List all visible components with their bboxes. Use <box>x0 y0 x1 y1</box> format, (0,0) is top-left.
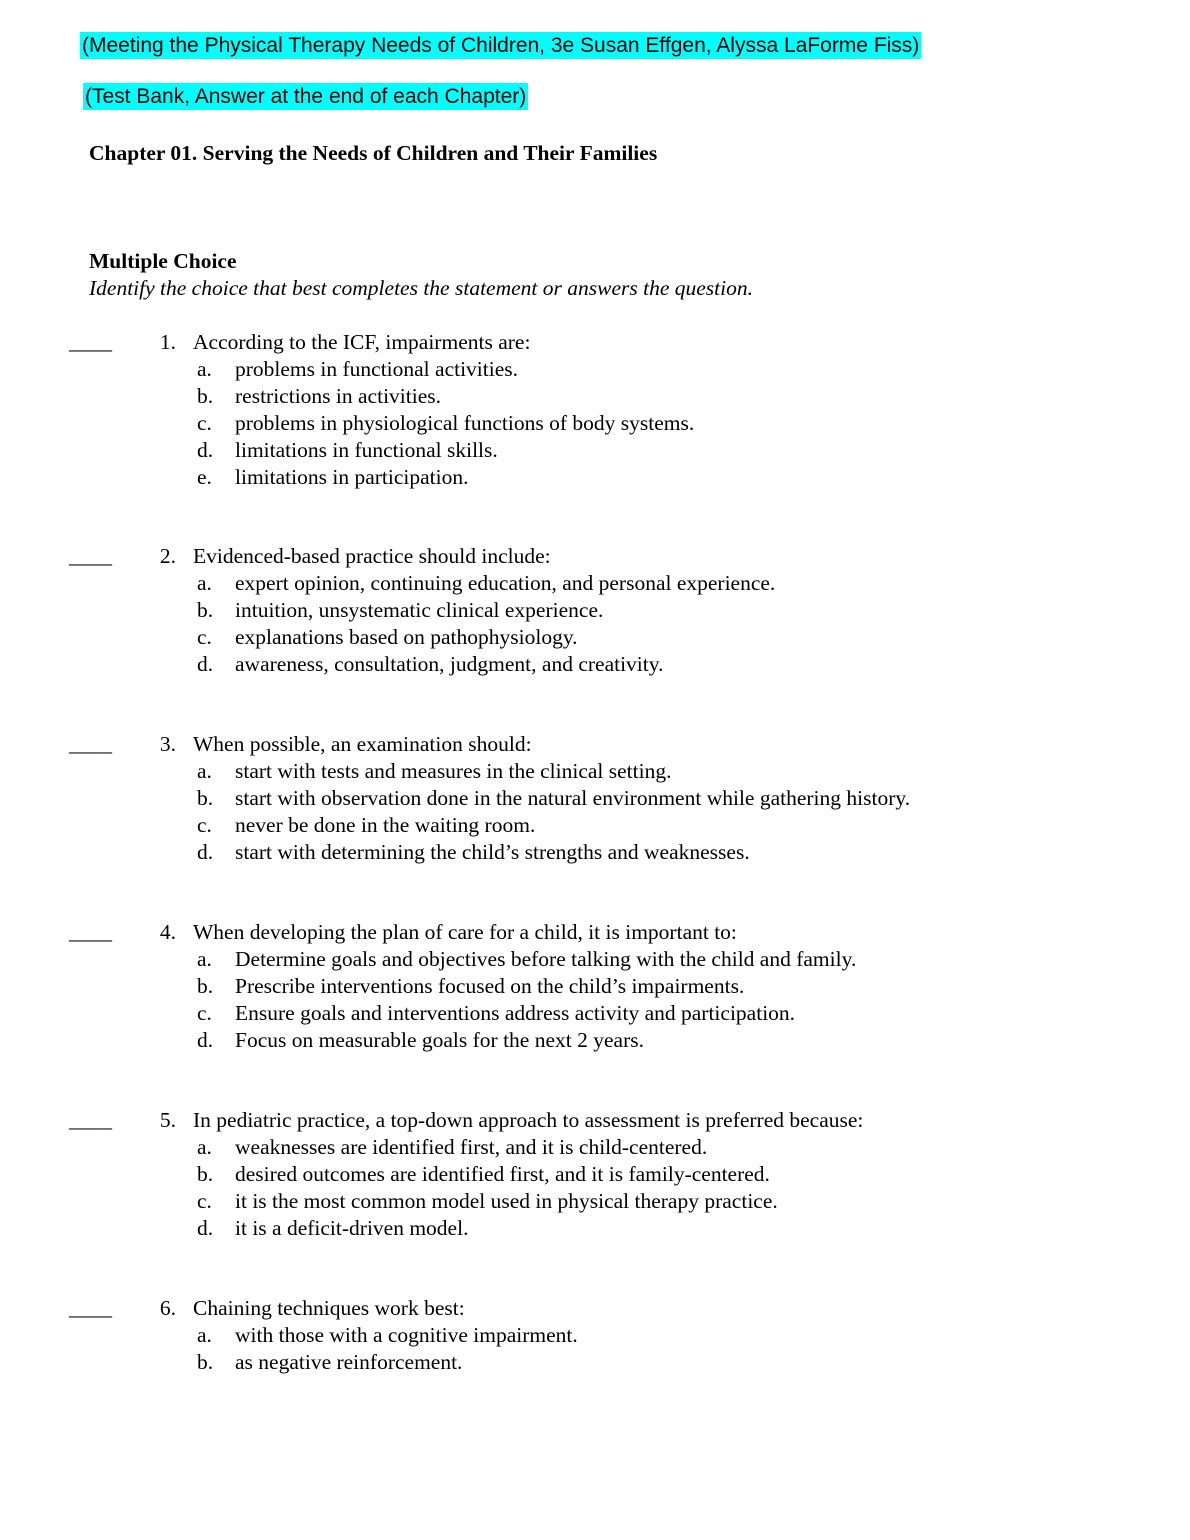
option-letter: b. <box>197 974 214 998</box>
question-stem-row <box>0 1295 1190 1322</box>
chapter-title: Chapter 01. Serving the Needs of Children and Their Families <box>89 141 658 165</box>
option-text: expert opinion, continuing education, and personal experience. <box>235 571 776 595</box>
option-row <box>0 1134 1190 1161</box>
question-stem-row <box>0 919 1190 946</box>
question-1 <box>0 329 1190 491</box>
option-letter: d. <box>197 1028 214 1052</box>
option-letter: e. <box>197 465 212 489</box>
option-text: intuition, unsystematic clinical experience. <box>235 598 604 622</box>
option-text: explanations based on pathophysiology. <box>235 625 578 649</box>
option-text: with those with a cognitive impairment. <box>235 1323 578 1347</box>
question-stem-row <box>0 329 1190 356</box>
option-row <box>0 624 1190 651</box>
option-text: start with tests and measures in the clinical setting. <box>235 759 672 783</box>
question-stem-row <box>0 731 1190 758</box>
answer-blank: ____ <box>69 1108 112 1132</box>
option-text: Prescribe interventions focused on the child’s impairments. <box>235 974 745 998</box>
option-text: awareness, consultation, judgment, and creativity. <box>235 652 664 676</box>
option-text: desired outcomes are identified first, and it is family-centered. <box>235 1162 770 1186</box>
answer-blank: ____ <box>69 732 112 756</box>
answer-blank: ____ <box>69 1296 112 1320</box>
option-text: restrictions in activities. <box>235 384 441 408</box>
option-text: Determine goals and objectives before talking with the child and family. <box>235 947 857 971</box>
answer-blank: ____ <box>69 330 112 354</box>
option-row <box>0 946 1190 973</box>
option-letter: a. <box>197 1323 212 1347</box>
option-row <box>0 1161 1190 1188</box>
option-row <box>0 383 1190 410</box>
question-stem: Evidenced-based practice should include: <box>193 544 551 568</box>
option-text: limitations in participation. <box>235 465 469 489</box>
option-letter: b. <box>197 598 214 622</box>
section-heading: Multiple Choice <box>89 249 237 273</box>
option-text: problems in functional activities. <box>235 357 519 381</box>
option-letter: d. <box>197 652 214 676</box>
option-row <box>0 437 1190 464</box>
option-row <box>0 597 1190 624</box>
option-text: weaknesses are identified first, and it is child-centered. <box>235 1135 708 1159</box>
section-instructions: Identify the choice that best completes the statement or answers the question. <box>89 276 753 300</box>
option-text: it is the most common model used in physical therapy practice. <box>235 1189 778 1213</box>
question-stem: In pediatric practice, a top-down approach to assessment is preferred because: <box>193 1108 864 1132</box>
option-row <box>0 570 1190 597</box>
question-number: 3. <box>159 732 176 756</box>
option-row <box>0 1188 1190 1215</box>
option-text: start with determining the child’s strengths and weaknesses. <box>235 840 750 864</box>
option-letter: b. <box>197 786 214 810</box>
option-text: problems in physiological functions of body systems. <box>235 411 695 435</box>
answer-blank: ____ <box>69 920 112 944</box>
option-row <box>0 1215 1190 1242</box>
question-5 <box>0 1107 1190 1242</box>
option-row <box>0 410 1190 437</box>
option-text: Focus on measurable goals for the next 2 years. <box>235 1028 644 1052</box>
option-row <box>0 839 1190 866</box>
option-row <box>0 464 1190 491</box>
question-stem-row <box>0 1107 1190 1134</box>
question-stem: According to the ICF, impairments are: <box>193 330 531 354</box>
test-bank-note-highlight: (Test Bank, Answer at the end of each Chapter) <box>85 85 527 108</box>
answer-blank: ____ <box>69 544 112 568</box>
question-2 <box>0 543 1190 678</box>
option-letter: b. <box>197 1350 214 1374</box>
option-letter: d. <box>197 438 214 462</box>
option-row <box>0 1322 1190 1349</box>
option-row <box>0 785 1190 812</box>
question-stem: When developing the plan of care for a child, it is important to: <box>193 920 737 944</box>
option-letter: b. <box>197 1162 214 1186</box>
question-number: 1. <box>159 330 176 354</box>
option-letter: a. <box>197 357 212 381</box>
option-text: never be done in the waiting room. <box>235 813 536 837</box>
question-4 <box>0 919 1190 1054</box>
option-text: Ensure goals and interventions address activity and participation. <box>235 1001 796 1025</box>
option-letter: c. <box>197 1189 212 1213</box>
option-row <box>0 758 1190 785</box>
question-6 <box>0 1295 1190 1376</box>
option-text: it is a deficit-driven model. <box>235 1216 469 1240</box>
question-number: 4. <box>159 920 176 944</box>
option-letter: d. <box>197 1216 214 1240</box>
question-stem-row <box>0 543 1190 570</box>
option-letter: a. <box>197 1135 212 1159</box>
option-row <box>0 1027 1190 1054</box>
option-row <box>0 812 1190 839</box>
question-3 <box>0 731 1190 866</box>
option-text: start with observation done in the natural environment while gathering history. <box>235 786 911 810</box>
option-letter: a. <box>197 571 212 595</box>
book-title-highlight: (Meeting the Physical Therapy Needs of Children, 3e Susan Effgen, Alyssa LaForme Fiss) <box>82 34 920 57</box>
question-number: 5. <box>159 1108 176 1132</box>
option-row <box>0 973 1190 1000</box>
option-letter: b. <box>197 384 214 408</box>
question-number: 2. <box>159 544 176 568</box>
option-row <box>0 1349 1190 1376</box>
option-letter: a. <box>197 759 212 783</box>
option-letter: c. <box>197 625 212 649</box>
option-text: as negative reinforcement. <box>235 1350 463 1374</box>
option-letter: c. <box>197 813 212 837</box>
question-stem: When possible, an examination should: <box>193 732 532 756</box>
option-row <box>0 1000 1190 1027</box>
question-stem: Chaining techniques work best: <box>193 1296 465 1320</box>
option-row <box>0 356 1190 383</box>
option-text: limitations in functional skills. <box>235 438 498 462</box>
question-number: 6. <box>159 1296 176 1320</box>
option-row <box>0 651 1190 678</box>
option-letter: c. <box>197 1001 212 1025</box>
option-letter: a. <box>197 947 212 971</box>
option-letter: d. <box>197 840 214 864</box>
option-letter: c. <box>197 411 212 435</box>
